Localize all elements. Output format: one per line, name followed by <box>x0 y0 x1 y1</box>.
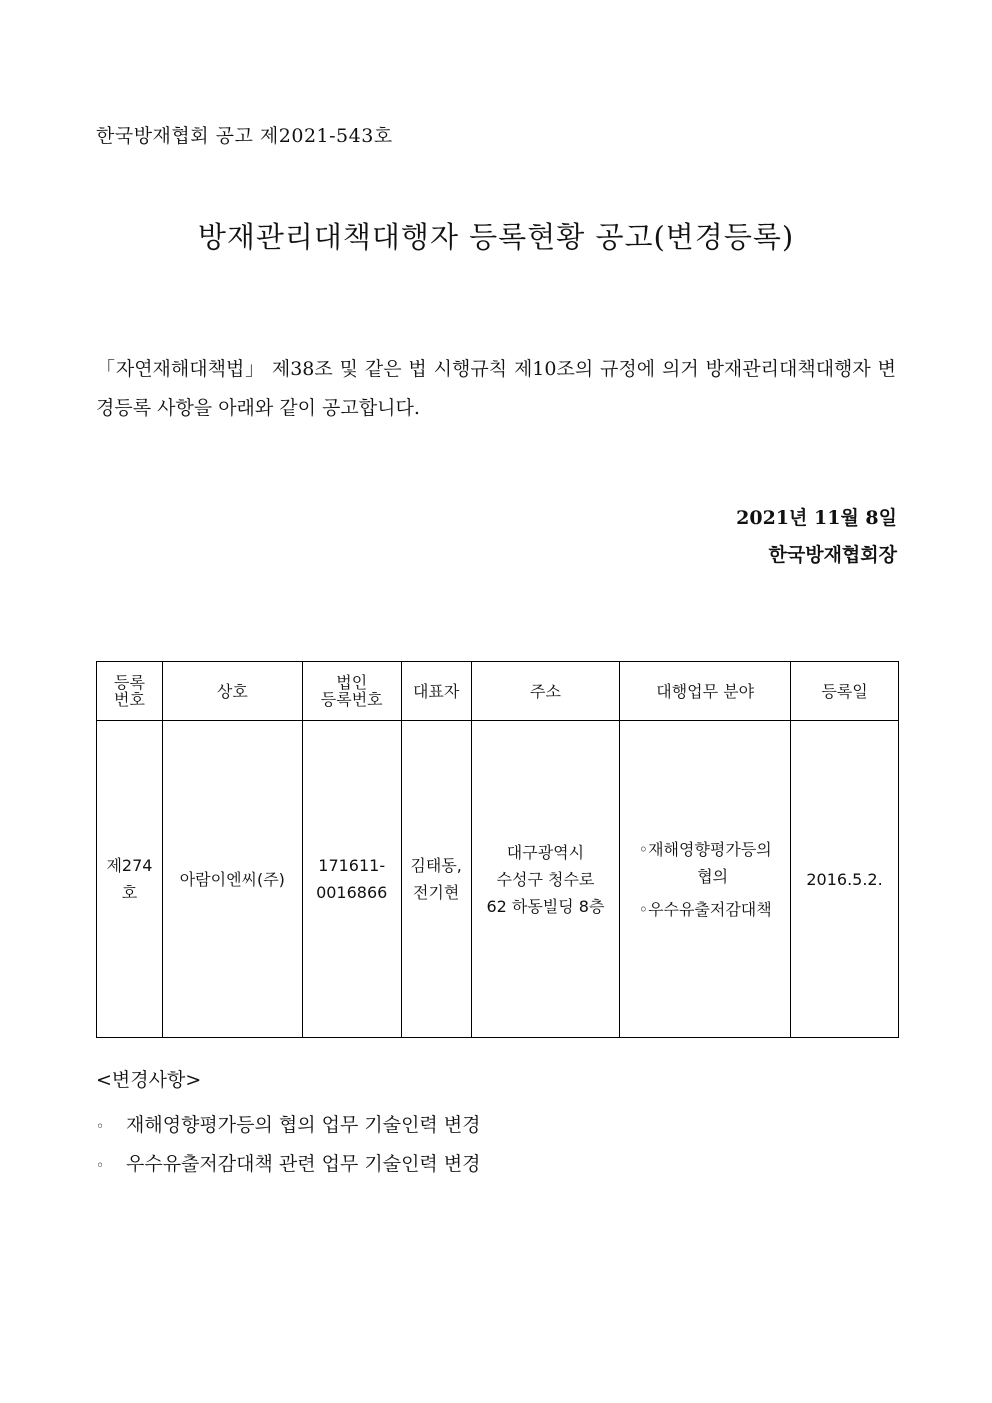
header-corp-no-line2: 등록번호 <box>320 690 383 709</box>
header-company: 상호 <box>162 662 302 721</box>
table-row <box>97 721 899 1038</box>
changes-heading: <변경사항> <box>96 1069 202 1091</box>
header-reg-no-line1: 등록 <box>114 673 145 692</box>
field-item-1-line1: ◦재해영향평가등의 <box>638 839 772 859</box>
rep-line1: 김태동, <box>410 856 462 875</box>
table-header-row <box>97 662 899 721</box>
field-item-2: ◦우수유출저감대책 <box>638 899 772 919</box>
address-line2: 수성구 청수로 <box>496 869 595 889</box>
header-fields: 대행업무 분야 <box>620 662 791 721</box>
cell-fields <box>620 721 791 1038</box>
change-item <box>96 1110 481 1137</box>
field-item-1-line2: 협의 <box>697 866 729 886</box>
bullet-icon: ◦ <box>96 1119 105 1135</box>
header-address: 주소 <box>471 662 620 721</box>
page-title: 방재관리대책대행자 등록현황 공고(변경등록) <box>197 220 795 254</box>
change-item-text: 우수유출저감대책 관련 업무 기술인력 변경 <box>126 1153 481 1175</box>
notice-body: 「자연재해대책법」 제38조 및 같은 법 시행규칙 제10조의 규정에 의거 방재관리대책대행자 변경등록 사항을 아래와 같이 공고합니다. <box>96 358 896 419</box>
cell-corp-no <box>302 721 401 1038</box>
cell-company: 아람이엔씨(주) <box>162 721 302 1038</box>
field-item <box>622 836 788 890</box>
cell-reg-no: 제274호 <box>97 721 163 1038</box>
change-item <box>96 1149 481 1176</box>
address-line3: 62 하동빌딩 8층 <box>486 896 605 916</box>
header-reg-no <box>97 662 163 721</box>
header-reg-date: 등록일 <box>791 662 899 721</box>
registration-table <box>96 661 899 1038</box>
cell-reg-date: 2016.5.2. <box>791 721 899 1038</box>
change-item-text: 재해영향평가등의 협의 업무 기술인력 변경 <box>126 1114 481 1136</box>
address-line1: 대구광역시 <box>506 842 585 862</box>
rep-line2: 전기현 <box>412 883 460 902</box>
cell-address <box>471 721 620 1038</box>
header-reg-no-line2: 번호 <box>114 690 145 709</box>
header-corp-no-line1: 법인 <box>336 673 368 692</box>
field-item <box>622 896 788 923</box>
header-corp-no <box>302 662 401 721</box>
cell-representative <box>401 721 471 1038</box>
header-representative: 대표자 <box>401 662 471 721</box>
corp-no-line1: 171611- <box>318 856 386 875</box>
notice-number: 한국방재협회 공고 제2021-543호 <box>96 125 393 147</box>
bullet-icon: ◦ <box>96 1158 105 1174</box>
issuer: 한국방재협회장 <box>768 544 897 566</box>
notice-date: 2021년 11월 8일 <box>736 507 897 529</box>
corp-no-line2: 0016866 <box>316 883 388 902</box>
